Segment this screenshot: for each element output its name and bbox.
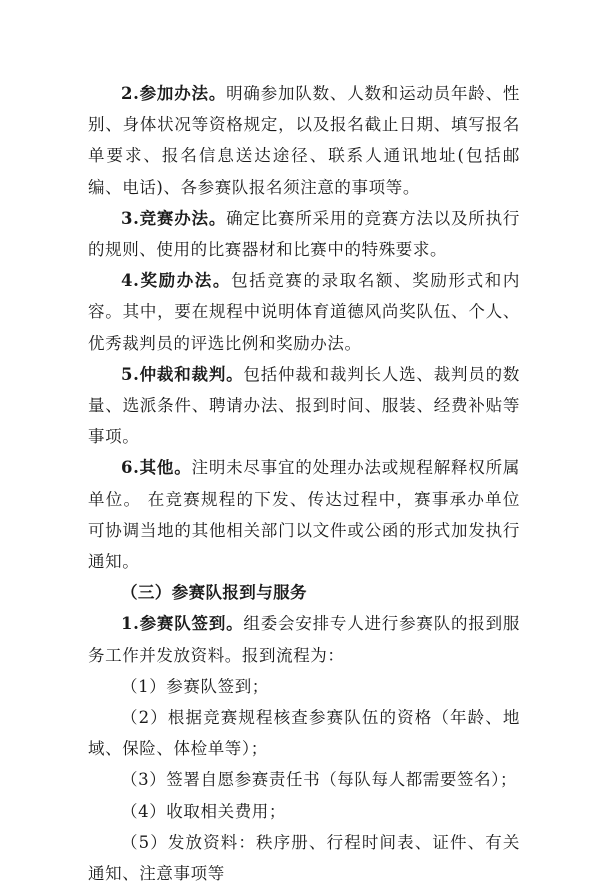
paragraph-body: 包括仲裁和裁判长人选、裁判员的数量、选派条件、聘请办法、报到时间、服装、经费补贴等事项。 <box>88 364 520 447</box>
paragraph-lead: 3.竞赛办法。 <box>121 208 227 228</box>
paragraph-participation <box>88 78 520 203</box>
paragraph-lead: 6.其他。 <box>121 458 192 478</box>
paragraph-arbitration <box>88 359 520 453</box>
paragraph-body: 注明未尽事宜的处理办法或规程解释权所属单位。 在竞赛规程的下发、传达过程中，赛事承办单位可协调当地的其他相关部门以文件或公函的形式加发执行通知。 <box>88 458 520 572</box>
paragraph-checkin <box>88 608 520 670</box>
paragraph-other <box>88 452 520 577</box>
paragraph-body: 组委会安排专人进行参赛队的报到服务工作并发放资料。报到流程为： <box>88 614 520 665</box>
paragraph-lead: 5.仲裁和裁判。 <box>121 364 244 384</box>
list-item: （2）根据竞赛规程核查参赛队伍的资格（年龄、地域、保险、体检单等）； <box>88 708 520 759</box>
list-item: （3）签署自愿参赛责任书（每队每人都需要签名）； <box>121 770 518 790</box>
paragraph-lead: 1.参赛队签到。 <box>121 614 244 634</box>
list-item: （1）参赛队签到； <box>121 676 269 696</box>
paragraph-body: 包括竞赛的录取名额、奖励形式和内容。其中，要在规程中说明体育道德风尚奖队伍、个人、优秀裁判员的评选比例和奖励办法。 <box>88 271 520 353</box>
paragraph-awards <box>88 265 520 359</box>
paragraph-competition-method <box>88 203 520 265</box>
paragraph-lead: 4.奖励办法。 <box>121 271 232 291</box>
list-item: （5）发放资料：秩序册、行程时间表、证件、有关通知、注意事项等 <box>88 832 520 884</box>
list-item: （4）收取相关费用； <box>121 801 286 821</box>
paragraph-lead: 2.参加办法。 <box>121 84 227 103</box>
paragraph-body: 明确参加队数、人数和运动员年龄、性别、身体状况等资格规定，以及报名截止日期、填写报名单要求、报名信息送达途径、联系人通讯地址(包括邮编、电话)、各参赛队报名须注意的事项等。 <box>88 84 520 197</box>
section-heading: （三）参赛队报到与服务 <box>121 583 307 603</box>
paragraph-body: 确定比赛所采用的竞赛方法以及所执行的规则、使用的比赛器材和比赛中的特殊要求。 <box>88 208 520 260</box>
document-page <box>88 78 520 889</box>
